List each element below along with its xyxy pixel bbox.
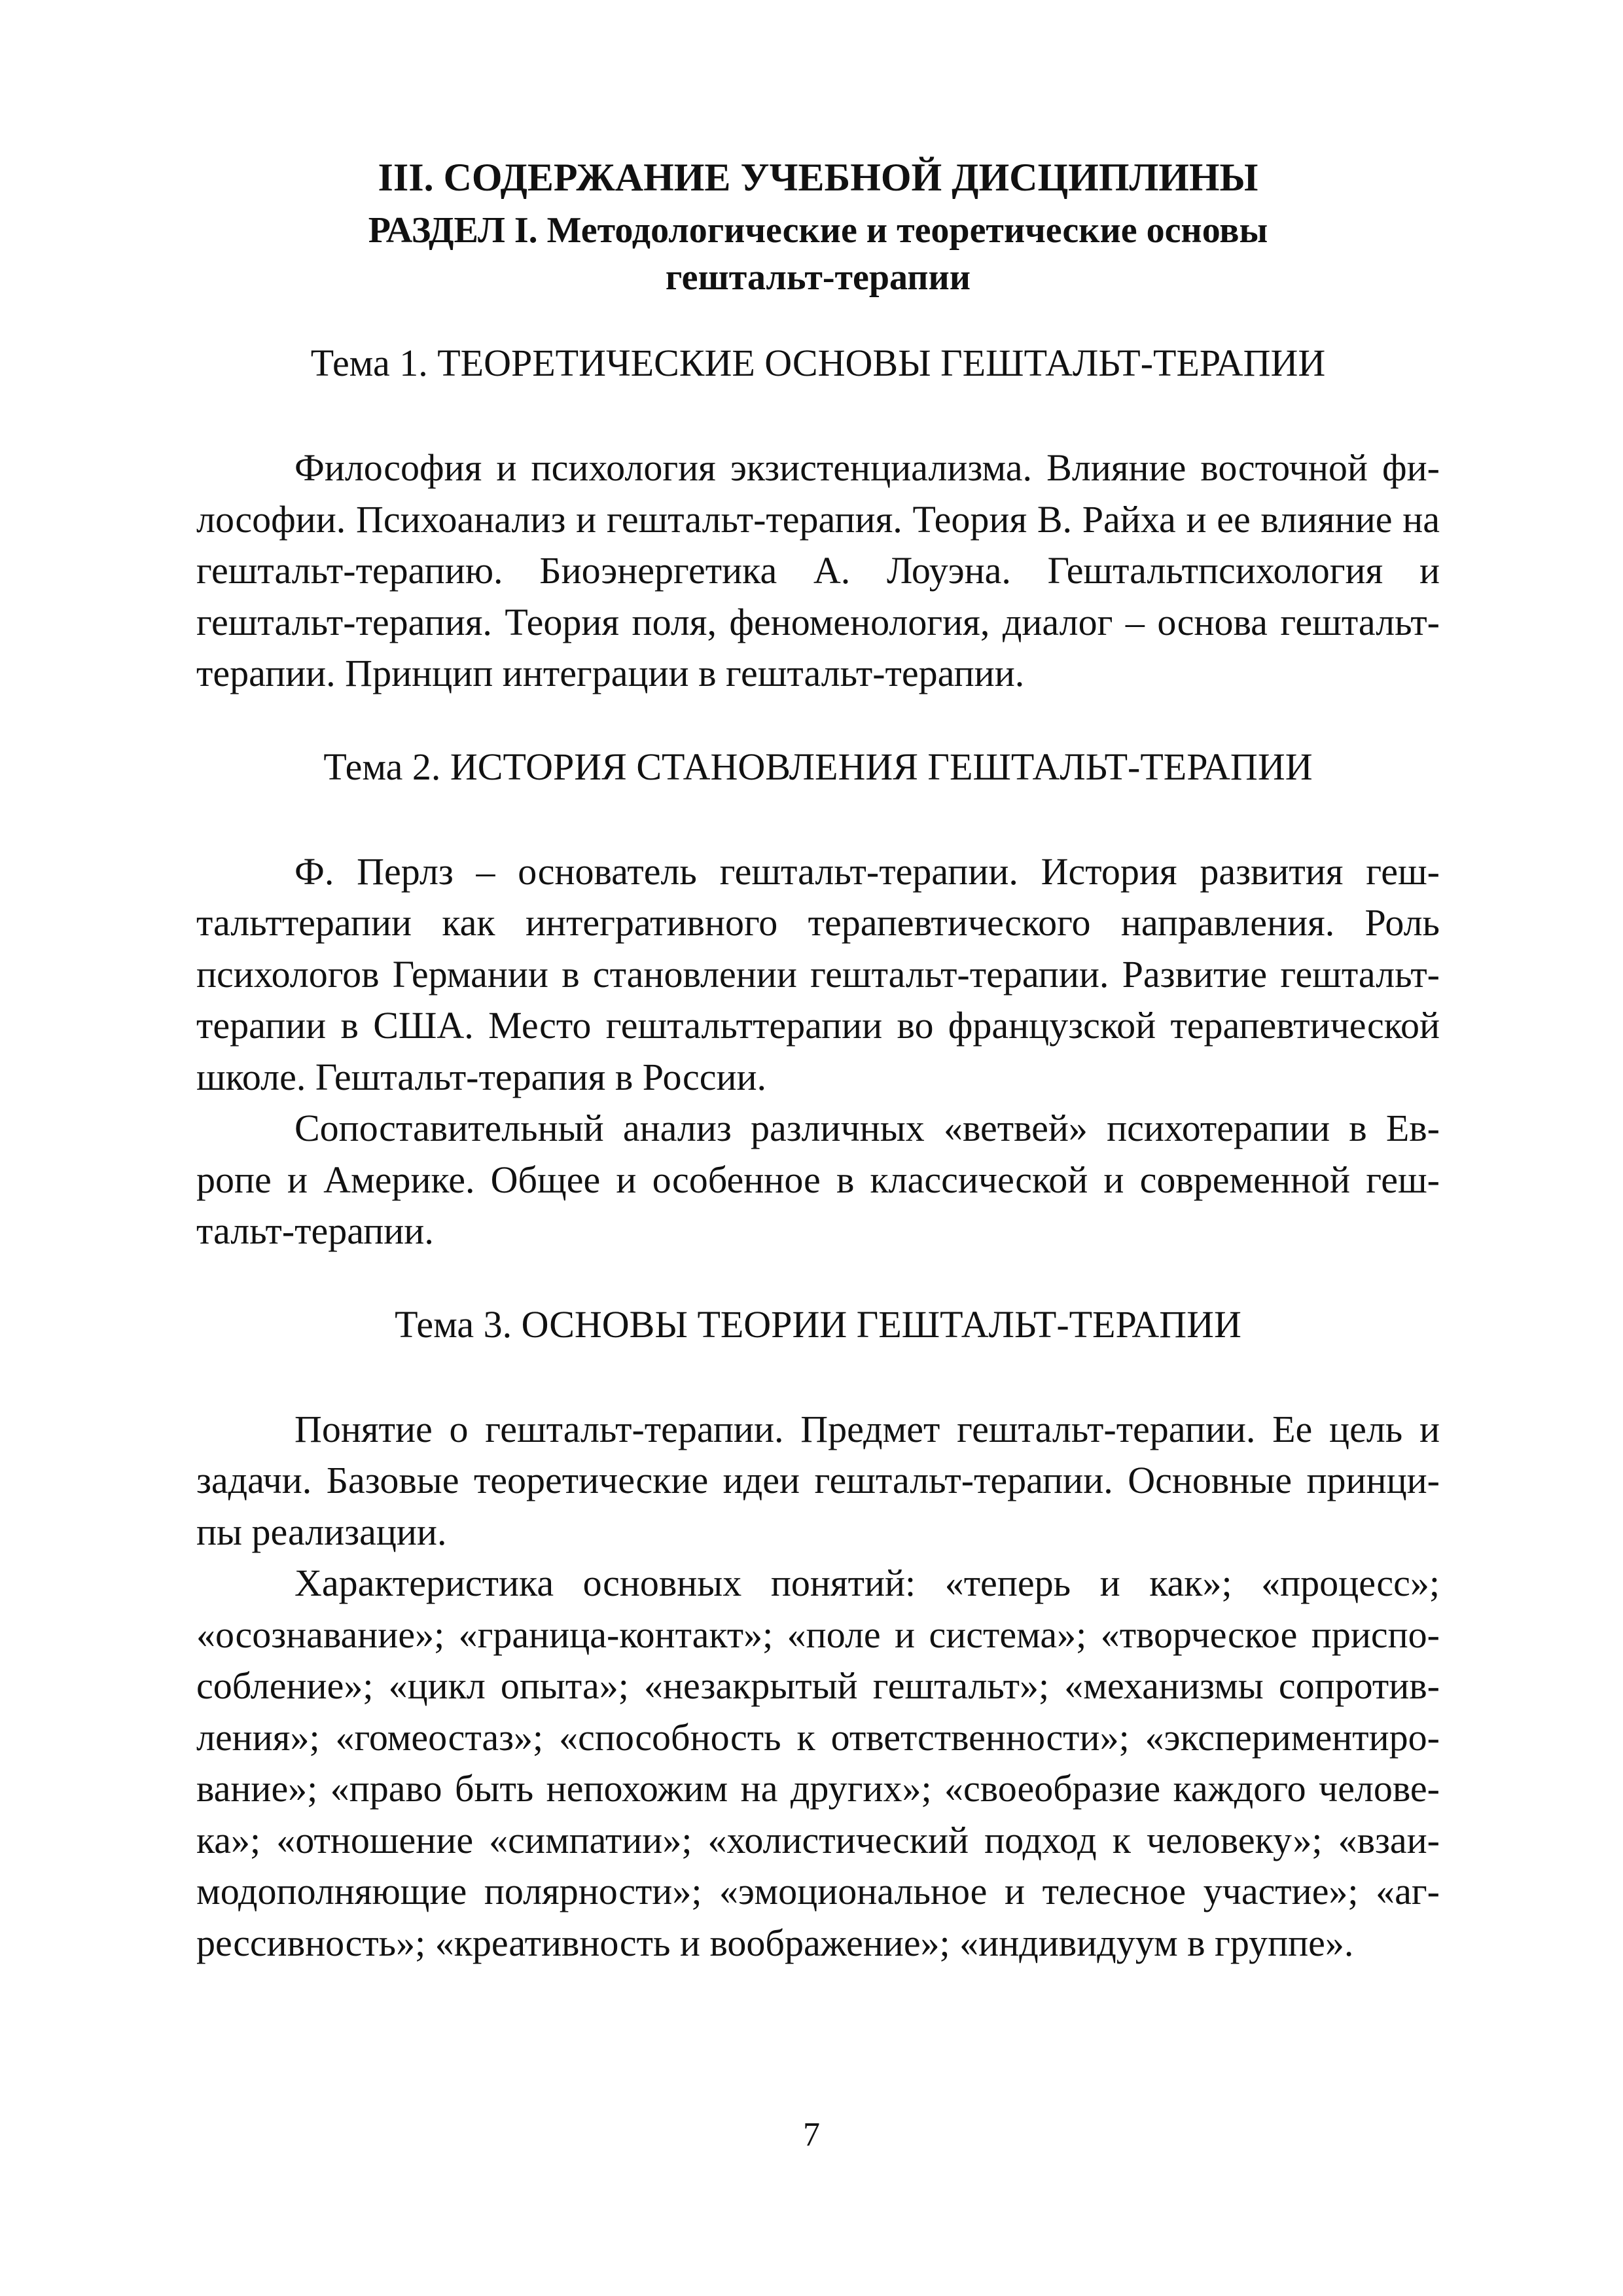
page-number: 7 <box>803 2116 820 2153</box>
topic-1-paragraph-1: Философия и психология экзистенциализма. Влияние восточной философии. Психоанализ и гештальт-терапия. Теория В. Райха и ее влияние на гештальт-терапию. Биоэнергетика А. Лоуэна. Гештальтпсихология и гештальт-терапия. Теория поля, феноменология, диалог – основа гештальттерапии. Принцип интеграции в гештальт-терапии. <box>196 446 1440 694</box>
page-content <box>196 144 1440 1969</box>
topic-2-paragraph-1: Ф. Перлз – основатель гештальт-терапии. История развития гештальттерапии как интегративного терапевтического направления. Роль психологов Германии в становлении гештальт-терапии. Развитие гештальт-терапии в США. Место гештальттерапии во французской терапевтической школе. Гештальт-терапия в России. <box>196 850 1440 1098</box>
section-heading-line-2: гештальт-терапии <box>665 257 971 298</box>
topic-1-title: Тема 1. ТЕОРЕТИЧЕСКИЕ ОСНОВЫ ГЕШТАЛЬТ-ТЕРАПИИ <box>310 342 1326 384</box>
topic-2-title: Тема 2. ИСТОРИЯ СТАНОВЛЕНИЯ ГЕШТАЛЬТ-ТЕРАПИИ <box>323 745 1313 788</box>
topic-3-paragraph-2: Характеристика основных понятий: «теперь и как»; «процесс»; «осознавание»; «граница-контакт»; «поле и система»; «творческое приспособление»; «цикл опыта»; «незакрытый гештальт»; «механизмы сопротивления»; «гомеостаз»; «способность к ответственности»; «экспериментирование»; «право быть непохожим на других»; «своеобразие каждого человека»; «отношение «симпатии»; «холистический подход к человеку»; «взаимодополняющие полярности»; «эмоциональное и телесное участие»; «агрессивность»; «креативность и воображение»; «индивидуум в группе». <box>196 1562 1440 1964</box>
chapter-heading: III. СОДЕРЖАНИЕ УЧЕБНОЙ ДИСЦИПЛИНЫ <box>378 156 1258 199</box>
topic-3-paragraph-1: Понятие о гештальт-терапии. Предмет гештальт-терапии. Ее цель и задачи. Базовые теоретические идеи гештальт-терапии. Основные принципы реализации. <box>196 1407 1440 1553</box>
topic-3-title: Тема 3. ОСНОВЫ ТЕОРИИ ГЕШТАЛЬТ-ТЕРАПИИ <box>395 1302 1241 1346</box>
section-heading-line-1: РАЗДЕЛ I. Методологические и теоретические основы <box>368 210 1268 251</box>
topic-2-paragraph-2: Сопоставительный анализ различных «ветвей» психотерапии в Европе и Америке. Общее и особенное в классической и современной гештальт-терапии. <box>196 1107 1440 1252</box>
